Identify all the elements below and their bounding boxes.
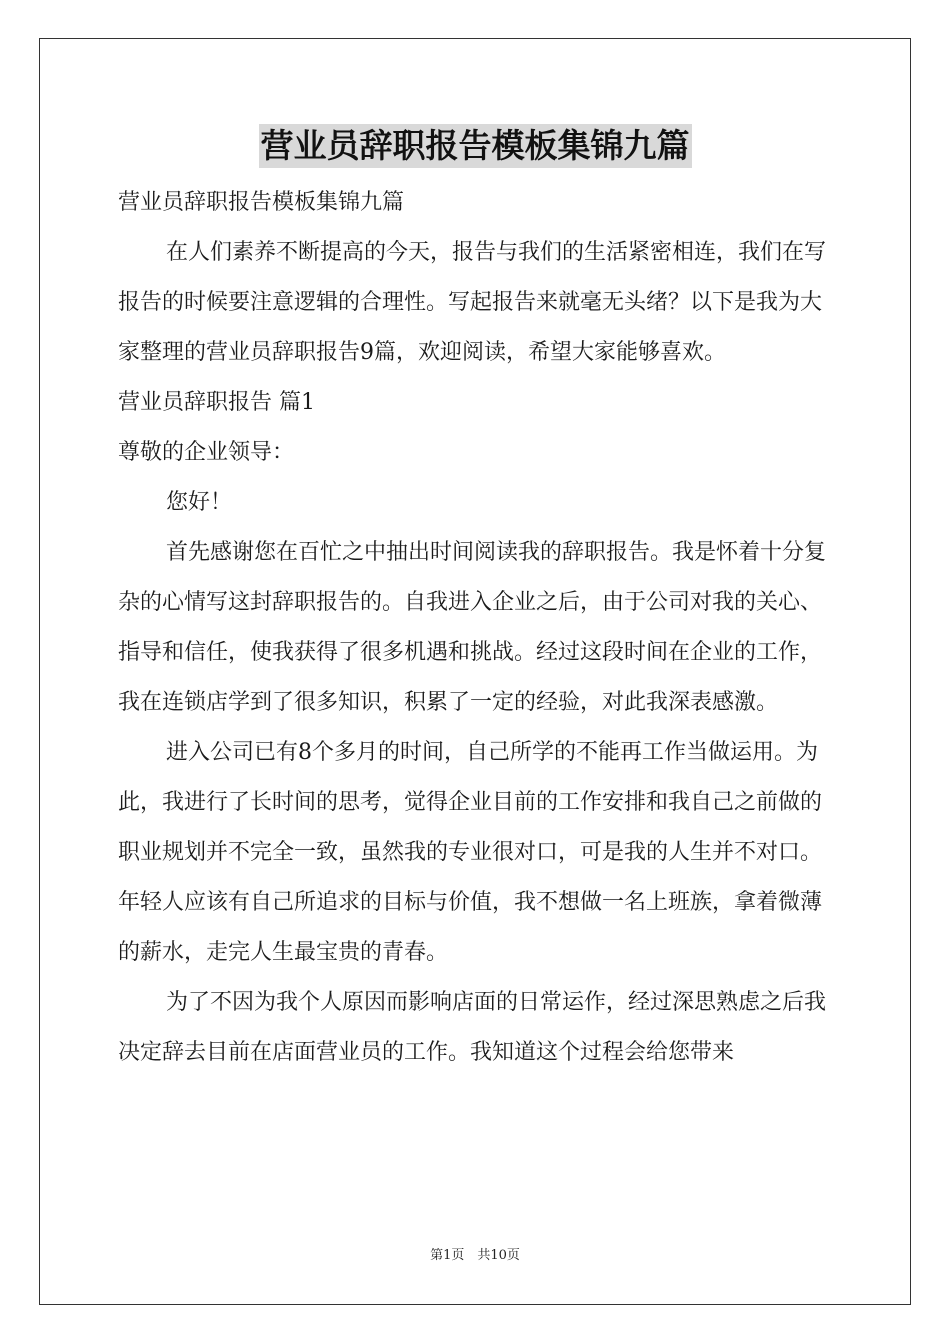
greeting: 您好！	[166, 490, 233, 515]
subtitle-line: 营业员辞职报告模板集锦九篇	[118, 190, 405, 215]
section-heading: 营业员辞职报告 篇1	[118, 390, 315, 415]
title-container	[0, 124, 950, 168]
page-footer: 第1页 共10页	[430, 1248, 520, 1263]
document-title: 营业员辞职报告模板集锦九篇	[259, 124, 692, 168]
body-paragraph: 首先感谢您在百忙之中抽出时间阅读我的辞职报告。我是怀着十分复杂的心情写这封辞职报告的。自我进入企业之后，由于公司对我的关心、指导和信任，使我获得了很多机遇和挑战。经过这段时间在企业的工作，我在连锁店学到了很多知识，积累了一定的经验，对此我深表感激。	[118, 540, 827, 715]
intro-paragraph: 在人们素养不断提高的今天，报告与我们的生活紧密相连，我们在写报告的时候要注意逻辑的合理性。写起报告来就毫无头绪？以下是我为大家整理的营业员辞职报告9篇，欢迎阅读，希望大家能够喜欢。	[118, 240, 827, 365]
document-body	[118, 178, 838, 1078]
body-paragraph: 为了不因为我个人原因而影响店面的日常运作，经过深思熟虑之后我决定辞去目前在店面营业员的工作。我知道这个过程会给您带来	[118, 990, 827, 1065]
salutation: 尊敬的企业领导：	[118, 440, 295, 465]
body-paragraph: 进入公司已有8个多月的时间，自己所学的不能再工作当做运用。为此，我进行了长时间的思考，觉得企业目前的工作安排和我自己之前做的职业规划并不完全一致，虽然我的专业很对口，可是我的人生并不对口。年轻人应该有自己所追求的目标与价值，我不想做一名上班族，拿着微薄的薪水，走完人生最宝贵的青春。	[118, 740, 823, 965]
